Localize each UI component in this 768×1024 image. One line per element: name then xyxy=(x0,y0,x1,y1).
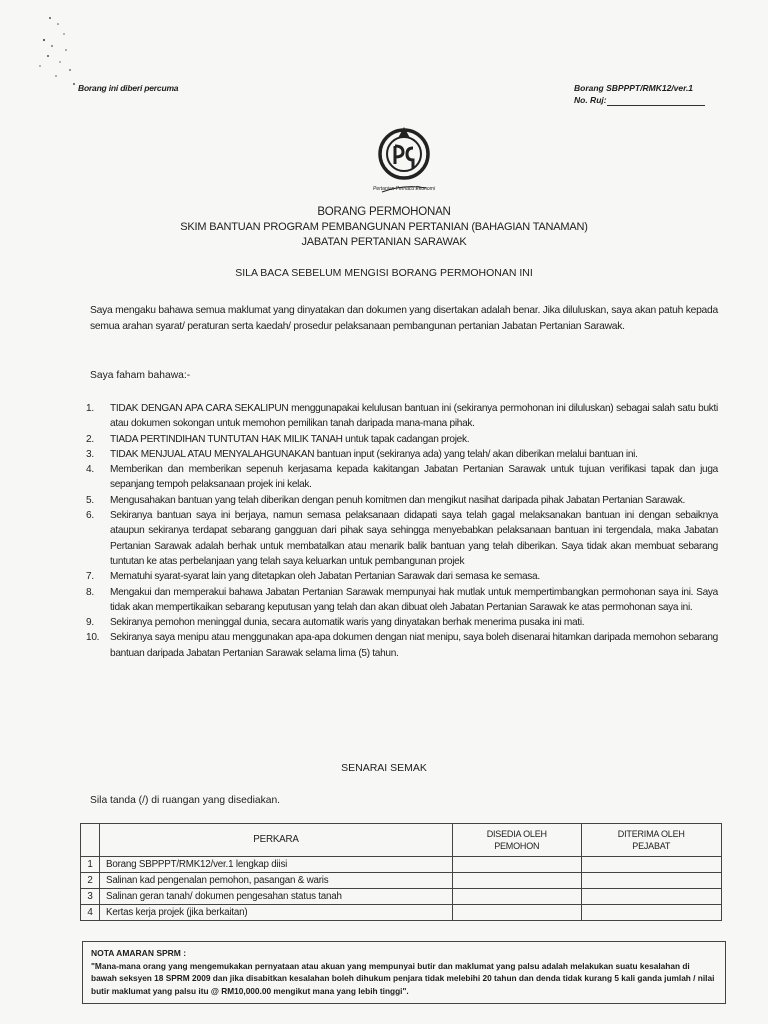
item-number: 7. xyxy=(86,571,94,583)
row-item: Salinan geran tanah/ dokumen pengesahan status tanah xyxy=(100,889,453,905)
list-item xyxy=(86,447,718,462)
item-number: 2. xyxy=(86,433,94,445)
item-text: Mematuhi syarat-syarat lain yang ditetapkan oleh Jabatan Pertanian Sarawak dari semasa ke semasa. xyxy=(110,571,540,583)
row-item: Borang SBPPPT/RMK12/ver.1 lengkap diisi xyxy=(100,857,453,873)
table-row xyxy=(81,873,722,889)
item-number: 9. xyxy=(86,617,94,629)
applicant-checkbox-cell[interactable] xyxy=(453,873,582,889)
item-number: 3. xyxy=(86,448,94,460)
table-row xyxy=(81,905,722,921)
checklist-heading: SENARAI SEMAK xyxy=(341,762,427,774)
item-text: TIDAK MENJUAL ATAU MENYALAHGUNAKAN bantuan input (sekiranya ada) yang telah/ akan diberikan melalui bantuan ini. xyxy=(110,448,638,460)
item-number: 6. xyxy=(86,510,94,522)
list-item xyxy=(86,569,718,584)
office-checkbox-cell[interactable] xyxy=(581,905,721,921)
prepared-by-label: DISEDIA OLEH xyxy=(486,829,547,839)
reference-number-row xyxy=(574,94,705,106)
list-item xyxy=(86,462,718,493)
item-number: 4. xyxy=(86,464,94,476)
office-checkbox-cell[interactable] xyxy=(581,889,721,905)
form-reference-block xyxy=(574,82,705,106)
item-text: Sekiranya bantuan saya ini berjaya, namun semasa pelaksanaan didapati saya telah gagal melaksanakan bantuan ini dengan sebaiknya ataupun sekiranya terdapat sebarang gangguan dari pihak saya sehingga menyebabkan pelaksanaan bantuan ini tergendala, maka Jabatan Pertanian Sarawak adalah berhak untuk membatalkan atau menarik balik bantuan yang telah diberikan. Saya tidak akan membuat sebarang tuntutan ke atas perbelanjaan yang telah saya keluarkan untuk pembangunan projek xyxy=(110,510,718,567)
received-by-office-header xyxy=(581,824,721,857)
list-item xyxy=(86,630,718,661)
item-text: Memberikan dan memberikan sepenuh kerjasama kepada kakitangan Jabatan Pertanian Sarawak untuk tujuan verifikasi tapak dan juga sepanjang tempoh pelaksanaan projek ini kelak. xyxy=(110,464,718,491)
prepared-by-applicant-header xyxy=(453,824,582,857)
office-checkbox-cell[interactable] xyxy=(581,857,721,873)
checklist-header-row xyxy=(81,824,722,857)
item-text: TIADA PERTINDIHAN TUNTUTAN HAK MILIK TANAH untuk tapak cadangan projek. xyxy=(110,433,470,445)
row-item: Salinan kad pengenalan pemohon, pasangan & waris xyxy=(100,873,453,889)
item-text: Sekiranya saya menipu atau menggunakan apa-apa dokumen dengan niat menipu, saya boleh disenarai hitamkan daripada memohon sebarang bantuan daripada Jabatan Pertanian Sarawak selama lima (5) tahun. xyxy=(110,632,718,659)
sprm-warning-box xyxy=(82,941,726,1004)
received-by-label: DITERIMA OLEH xyxy=(617,829,685,839)
free-form-note: Borang ini diberi percuma xyxy=(78,83,179,93)
warning-text: "Mana-mana orang yang mengemukakan pernyataan atau akuan yang mempunyai butir dan maklumat yang palsu adalah melakukan suatu kesalahan di bawah seksyen 18 SPRM 2009 dan jika disabitkan kesalahan boleh dihukum penjara tidak melebihi 20 tahun dan denda tidak kurang 5 kali ganda jumlah / nilai butir maklumat yang palsu itu @ RM10,000.00 mengikut mana yang lebih tinggi". xyxy=(91,960,715,996)
form-title: BORANG PERMOHONAN xyxy=(317,206,451,218)
number-column-header xyxy=(81,824,100,857)
row-number: 1 xyxy=(81,857,100,873)
table-row xyxy=(81,857,722,873)
item-number: 5. xyxy=(86,494,94,506)
list-item xyxy=(86,615,718,630)
row-number: 4 xyxy=(81,905,100,921)
understand-label: Saya faham bahawa:- xyxy=(90,370,191,381)
list-item xyxy=(86,401,718,432)
perkara-column-header: PERKARA xyxy=(100,824,453,857)
office-label: PEJABAT xyxy=(632,841,671,851)
list-item xyxy=(86,432,718,447)
scheme-title: SKIM BANTUAN PROGRAM PEMBANGUNAN PERTANIAN (BAHAGIAN TANAMAN) xyxy=(180,221,588,233)
checklist-instruction: Sila tanda (/) di ruangan yang disediakan. xyxy=(90,795,281,806)
terms-list xyxy=(86,401,718,661)
read-before-notice: SILA BACA SEBELUM MENGISI BORANG PERMOHONAN INI xyxy=(235,267,533,279)
row-number: 3 xyxy=(81,889,100,905)
list-item xyxy=(86,508,718,569)
item-number: 1. xyxy=(86,403,94,414)
form-code: Borang SBPPPT/RMK12/ver.1 xyxy=(574,83,694,93)
item-number: 10. xyxy=(86,632,100,644)
table-row xyxy=(81,889,722,905)
office-checkbox-cell[interactable] xyxy=(581,873,721,889)
warning-title: NOTA AMARAN SPRM : xyxy=(91,948,187,958)
applicant-checkbox-cell[interactable] xyxy=(453,889,582,905)
department-title: JABATAN PERTANIAN SARAWAK xyxy=(301,236,467,248)
reference-label: No. Ruj: xyxy=(574,95,607,105)
list-item xyxy=(86,585,718,616)
applicant-checkbox-cell[interactable] xyxy=(453,857,582,873)
item-text: Sekiranya pemohon meninggal dunia, secara automatik waris yang dinyatakan berhak menerima pusaka ini mati. xyxy=(110,617,585,629)
item-text: Mengakui dan memperakui bahawa Jabatan Pertanian Sarawak mempunyai hak mutlak untuk mempertimbangkan permohonan saya ini. Saya tidak akan mempertikaikan sebarang keputusan yang telah dan akan dibuat oleh Jabatan Pertanian Sarawak ke atas permohonan saya ini. xyxy=(110,586,718,613)
item-text: TIDAK DENGAN APA CARA SEKALIPUN menggunapakai kelulusan bantuan ini (sekiranya permohonan ini diluluskan) sebagai salah satu bukti atau dokumen sokongan untuk memohon pemilikan tanah daripada mana-mana pihak. xyxy=(110,403,718,430)
logo-caption: Pertanian Pemacu Ekonomi xyxy=(373,186,435,192)
applicant-label: PEMOHON xyxy=(494,841,540,851)
checklist-table xyxy=(80,823,722,921)
list-item xyxy=(86,493,718,508)
reference-number-field[interactable] xyxy=(607,96,705,106)
item-text: Mengusahakan bantuan yang telah diberikan dengan penuh komitmen dan mengikut nasihat daripada pihak Jabatan Pertanian Sarawak. xyxy=(110,494,685,506)
row-item: Kertas kerja projek (jika berkaitan) xyxy=(100,905,453,921)
item-number: 8. xyxy=(86,586,94,598)
applicant-checkbox-cell[interactable] xyxy=(453,905,582,921)
declaration-paragraph: Saya mengaku bahawa semua maklumat yang dinyatakan dan dokumen yang disertakan adalah benar. Jika diluluskan, saya akan patuh kepada semua arahan syarat/ peraturan serta kaedah/ prosedur pelaksanaan pembangunan pertanian Jabatan Pertanian Sarawak. xyxy=(90,305,718,332)
row-number: 2 xyxy=(81,873,100,889)
